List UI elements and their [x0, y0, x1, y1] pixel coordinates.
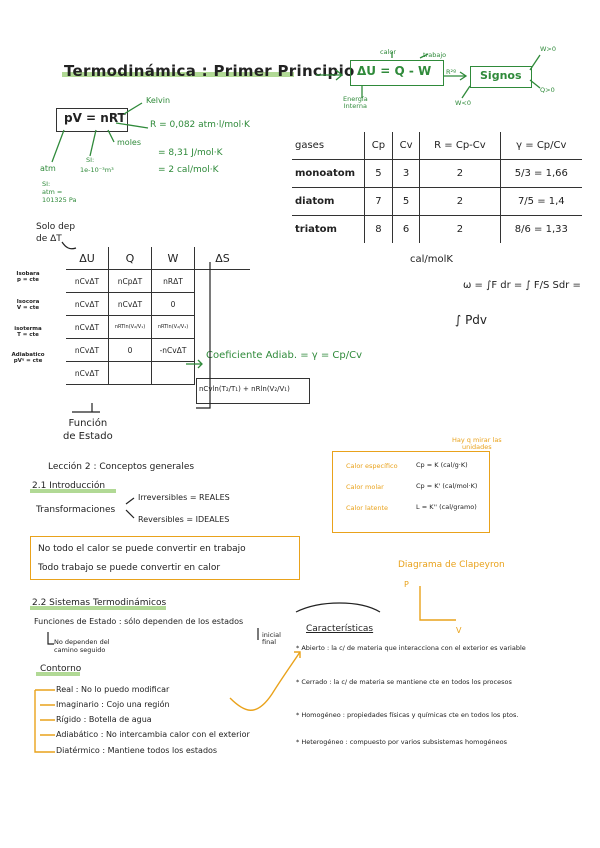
table-cell: 2 — [420, 216, 500, 244]
caracteristica-abierto: * Abierto : la c/ de materia que interacciona con el exterior es variable — [296, 644, 526, 652]
table-cell: 7 — [365, 188, 393, 216]
r2-label: R²º — [446, 68, 457, 76]
arrow-atm — [52, 130, 64, 162]
arrow-solo-dep — [62, 242, 76, 249]
heat-formula-molar: Cp = K' (cal/mol·K) — [416, 482, 478, 490]
table-header: W — [152, 247, 195, 270]
contorno-item-rigido: Rígido : Botella de agua — [56, 715, 152, 724]
contorno-item-adiabatico: Adiabático : No intercambia calor con el exterior — [56, 730, 250, 739]
clapeyron-title: Diagrama de Clapeyron — [398, 560, 505, 570]
caracteristicas-title: Características — [306, 624, 374, 634]
w-neg-label: W<0 — [455, 99, 472, 107]
caracteristica-homogeneo: * Homogéneo : propiedades físicas y químicas cte en todos los ptos. — [296, 711, 519, 719]
table-cell: monoatom — [292, 160, 365, 188]
table-cell: nRΔT — [152, 270, 195, 293]
units-hint: Hay q mirar las unidades — [452, 436, 502, 451]
si-atm-label: SI: atm = 101325 Pa — [42, 180, 77, 204]
solo-dep-note: Solo dep de ΔT — [36, 222, 76, 244]
energia-interna-label: Energía Interna — [343, 95, 368, 110]
heat-formula-especifico: Cp = K (cal/g·K) — [416, 461, 468, 469]
contorno-title: Contorno — [40, 664, 82, 674]
page-title: Termodinámica : Primer Principio — [64, 62, 355, 80]
table-cell: 7/5 = 1,4 — [500, 188, 582, 216]
heat-label-latente: Calor latente — [346, 504, 389, 512]
funciones-estado-line: Funciones de Estado : sólo dependen de los estados — [34, 617, 244, 626]
table-cell: 5 — [392, 188, 419, 216]
table-cell: 6 — [392, 216, 419, 244]
contorno-arrow — [230, 652, 300, 710]
arrow-moles — [108, 130, 114, 142]
funcion-estado-note: Función de Estado — [63, 418, 113, 442]
heat-formula-latente: L = K'' (cal/gramo) — [416, 503, 477, 511]
table-cell: triatom — [292, 216, 365, 244]
first-law-formula: ΔU = Q - W — [357, 64, 432, 78]
si-label: SI: — [86, 156, 95, 164]
caracteristica-cerrado: * Cerrado : la c/ de materia se mantiene cte en todos los procesos — [296, 678, 512, 686]
transformaciones-brace — [126, 498, 134, 518]
row-label-isobara: Isobara p = cte — [16, 271, 40, 283]
atm-label: atm — [40, 164, 56, 173]
table-cell: 3 — [392, 160, 419, 188]
contorno-bracket — [35, 690, 55, 752]
row-label-isoterma: isoterma T = cte — [14, 326, 42, 338]
moles-label: moles — [117, 138, 141, 147]
arrow-w-neg — [462, 86, 470, 98]
section-2-2: 2.2 Sistemas Termodinámicos — [32, 598, 167, 608]
reversibles-label: Reversibles = IDEALES — [138, 515, 230, 524]
table-cell: 0 — [109, 339, 152, 362]
trabajo-label: trabajo — [423, 51, 447, 59]
row-label-adiabatico: Adiabatico pVᵞ = cte — [11, 352, 45, 364]
ideal-gas-equation: pV = nRT — [64, 111, 126, 125]
note-line-1: No todo el calor se puede convertir en trabajo — [38, 544, 246, 554]
r-value-2: = 8,31 J/mol·K — [158, 148, 223, 158]
table-header: R = Cp-Cv — [420, 132, 500, 160]
table-cell: nRTln(V₂/V₁) — [109, 316, 152, 339]
table-header: Cp — [365, 132, 393, 160]
table-header: ΔS — [195, 247, 251, 270]
table-header: ΔU — [66, 247, 109, 270]
irreversibles-label: Irreversibles = REALES — [138, 493, 230, 502]
section-2-1: 2.1 Introducción — [32, 481, 106, 491]
table-cell: nCvΔT — [66, 339, 109, 362]
m3-label: 1e-10⁻³m³ — [80, 166, 114, 174]
inicial-final-label: inicial final — [262, 631, 281, 646]
table-header: Q — [109, 247, 152, 270]
table-cell: 5 — [365, 160, 393, 188]
entropy-bracket — [196, 262, 210, 408]
w-pos-label: W>0 — [540, 45, 557, 53]
table-cell: diatom — [292, 188, 365, 216]
table-cell: nCvΔT — [66, 293, 109, 316]
work-formula-line1: ω = ∫F dr = ∫ F/S Sdr = — [463, 280, 581, 291]
table-header: γ = Cp/Cv — [500, 132, 582, 160]
heat-label-especifico: Calor específico — [346, 462, 398, 470]
table-cell: 0 — [152, 293, 195, 316]
contorno-item-imaginario: Imaginario : Cojo una región — [56, 700, 170, 709]
gases-units: cal/molK — [410, 254, 453, 265]
caracteristica-heterogeneo: * Heterogéneo : compuesto por varios subsistemas homogéneos — [296, 738, 508, 746]
clapeyron-p-axis: P — [404, 580, 409, 589]
lesson-title: Lección 2 : Conceptos generales — [48, 462, 195, 472]
work-formula-line2: ∫ Pdv — [455, 313, 488, 327]
contorno-item-real: Real : No lo puedo modificar — [56, 685, 170, 694]
q-pos-label: Q>0 — [540, 86, 555, 94]
kelvin-label: Kelvin — [146, 96, 171, 105]
entropy-formula: nCvln(T₂/T₁) + nRln(V₂/V₁) — [199, 385, 290, 393]
transformaciones-label: Transformaciones — [36, 505, 116, 515]
table-header: Cv — [392, 132, 419, 160]
table-cell: 2 — [420, 160, 500, 188]
table-cell: nCvΔT — [109, 293, 152, 316]
contorno-item-diatermico: Diatérmico : Mantiene todos los estados — [56, 746, 218, 755]
note-line-2: Todo trabajo se puede convertir en calor — [38, 563, 221, 573]
table-cell: nCvΔT — [66, 316, 109, 339]
calor-label: calor — [380, 48, 397, 56]
table-cell: 8 — [365, 216, 393, 244]
arrow-r — [116, 123, 148, 128]
table-cell: -nCvΔT — [152, 339, 195, 362]
arrow-w-pos — [530, 55, 540, 70]
table-cell: 8/6 = 1,33 — [500, 216, 582, 244]
table-header: gases — [292, 132, 365, 160]
table-cell: nRTln(V₂/V₁) — [152, 316, 195, 339]
heat-label-molar: Calor molar — [346, 483, 384, 491]
row-label-isocora: Isocora V = cte — [16, 299, 40, 311]
table-cell: 5/3 = 1,66 — [500, 160, 582, 188]
no-dependen-arrow — [48, 632, 54, 644]
arrow-q-pos — [530, 80, 540, 88]
table-cell: nCpΔT — [109, 270, 152, 293]
no-dependen-label: No dependen del camino seguido — [54, 638, 110, 654]
adiabatic-coefficient: Coeficiente Adiab. = γ = Cp/Cv — [206, 350, 363, 361]
arrow-trabajo — [420, 54, 428, 58]
clapeyron-v-axis: V — [456, 626, 462, 635]
clapeyron-axes — [420, 586, 456, 620]
arrow-kelvin — [124, 103, 142, 114]
r-value-3: = 2 cal/mol·K — [158, 165, 219, 175]
r-value-1: R = 0,082 atm·l/mol·K — [150, 120, 250, 130]
signos-label: Signos — [480, 69, 522, 82]
table-cell: nCvΔT — [66, 362, 109, 385]
table-cell: 2 — [420, 188, 500, 216]
table-cell: nCvΔT — [66, 270, 109, 293]
arrow-si — [90, 130, 96, 156]
